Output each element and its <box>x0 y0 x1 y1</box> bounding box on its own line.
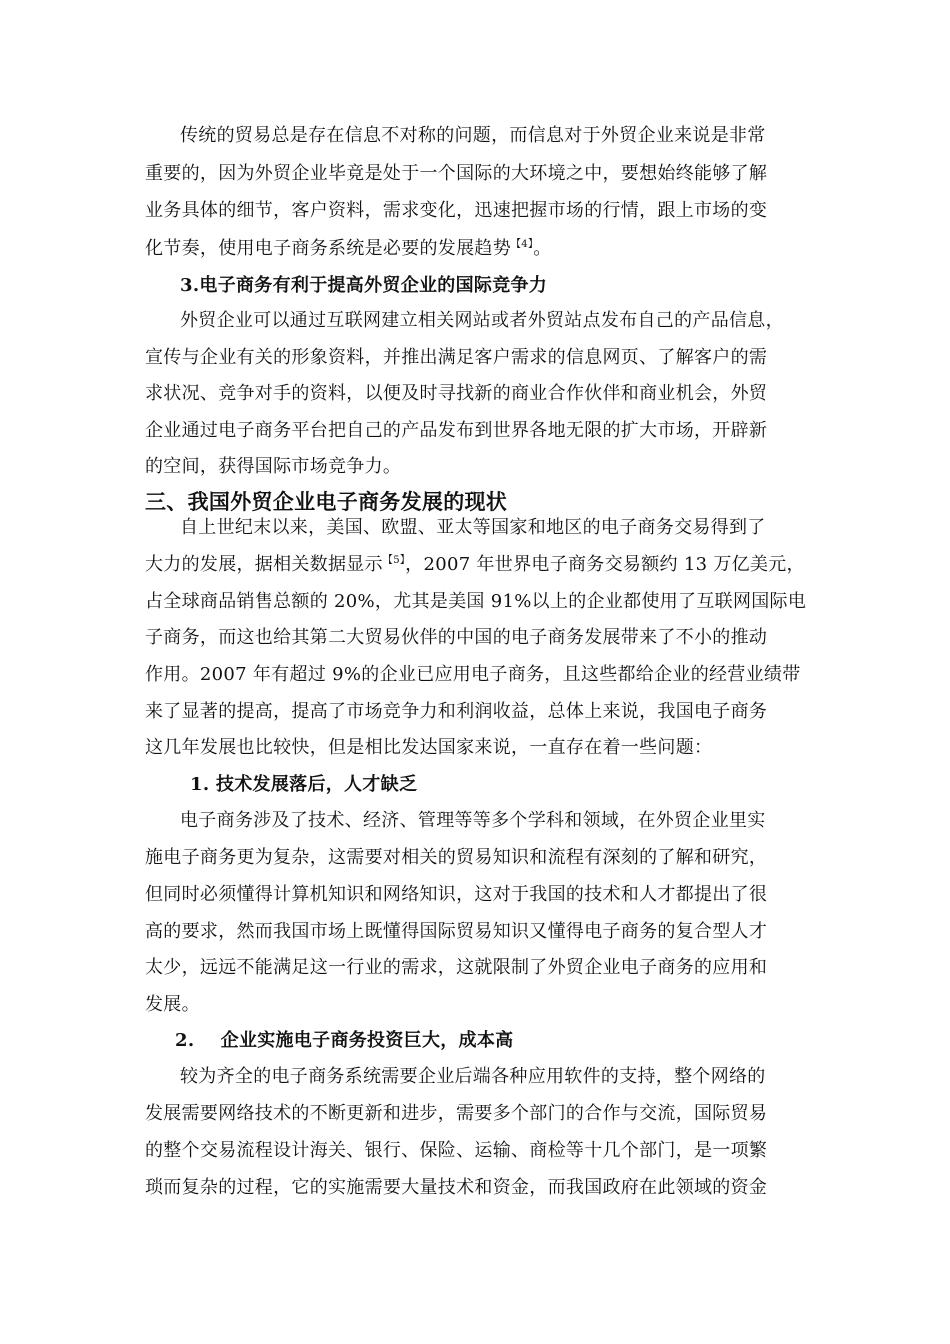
paragraph-line: 发展需要网络技术的不断更新和进步，需要多个部门的合作与交流，国际贸易 <box>145 1103 768 1124</box>
paragraph-line: 琐而复杂的过程，它的实施需要大量技术和资金，而我国政府在此领域的资金 <box>145 1177 768 1198</box>
paragraph-line: 外贸企业可以通过互联网建立相关网站或者外贸站点发布自己的产品信息， <box>180 310 784 331</box>
paragraph-line: 传统的贸易总是存在信息不对称的问题，而信息对于外贸企业来说是非常 <box>180 125 766 146</box>
paragraph-line: 施电子商务更为复杂，这需要对相关的贸易知识和流程有深刻的了解和研究， <box>145 847 768 868</box>
citation-ref: 【5】 <box>382 555 406 566</box>
paragraph-line: 的空间，获得国际市场竞争力。 <box>145 456 402 477</box>
section-subheading: 2. 企业实施电子商务投资巨大，成本高 <box>175 1030 514 1051</box>
paragraph-line: 来了显著的提高，提高了市场竞争力和利润收益，总体上来说，我国电子商务 <box>145 701 768 722</box>
paragraph-line: 子商务，而这也给其第二大贸易伙伴的中国的电子商务发展带来了不小的推动 <box>145 627 768 648</box>
citation-ref: 【4】 <box>511 239 534 250</box>
paragraph-line: 业务具体的细节，客户资料，需求变化，迅速把握市场的行情，跟上市场的变 <box>145 200 768 221</box>
section-heading: 三、我国外贸企业电子商务发展的现状 <box>145 489 508 514</box>
paragraph-line: 太少，远远不能满足这一行业的需求，这就限制了外贸企业电子商务的应用和 <box>145 957 768 978</box>
paragraph-line: 求状况、竞争对手的资料，以便及时寻找新的商业合作伙伴和商业机会，外贸 <box>145 383 768 404</box>
section-subheading: 1. 技术发展落后，人才缺乏 <box>190 774 418 795</box>
paragraph-line: 较为齐全的电子商务系统需要企业后端各种应用软件的支持，整个网络的 <box>180 1066 766 1087</box>
paragraph-line: 作用。2007 年有超过 9%的企业已应用电子商务，且这些都给企业的经营业绩带 <box>145 664 801 685</box>
paragraph-line: 的整个交易流程设计海关、银行、保险、运输、商检等十几个部门，是一项繁 <box>145 1140 768 1161</box>
paragraph-line: 占全球商品销售总额的 20%，尤其是美国 91%以上的企业都使用了互联网国际电 <box>145 591 807 612</box>
paragraph-line: 发展。 <box>145 994 200 1015</box>
paragraph-line: 宣传与企业有关的形象资料，并推出满足客户需求的信息网页、了解客户的需 <box>145 347 768 368</box>
paragraph-line: 大力的发展，据相关数据显示$^{【5】}$，2007 年世界电子商务交易额约 13 万亿美元， <box>145 554 805 575</box>
paragraph-line: 企业通过电子商务平台把自己的产品发布到世界各地无限的扩大市场，开辟新 <box>145 420 768 441</box>
paragraph-line: 这几年发展也比较快，但是相比发达国家来说，一直存在着一些问题： <box>145 737 713 758</box>
paragraph-line: 自上世纪末以来，美国、欧盟、亚太等国家和地区的电子商务交易得到了 <box>180 517 766 538</box>
paragraph-line: 重要的，因为外贸企业毕竟是处于一个国际的大环境之中，要想始终能够了解 <box>145 163 768 184</box>
paragraph-line: 但同时必须懂得计算机知识和网络知识，这对于我国的技术和人才都提出了很 <box>145 884 768 905</box>
paragraph-line: 高的要求，然而我国市场上既懂得国际贸易知识又懂得电子商务的复合型人才 <box>145 921 768 942</box>
section-subheading: 3.电子商务有利于提高外贸企业的国际竞争力 <box>180 275 548 296</box>
paragraph-line: 电子商务涉及了技术、经济、管理等等多个学科和领域，在外贸企业里实 <box>180 810 766 831</box>
paragraph-line: 化节奏，使用电子商务系统是必要的发展趋势$^{【4】}$。 <box>145 238 552 259</box>
